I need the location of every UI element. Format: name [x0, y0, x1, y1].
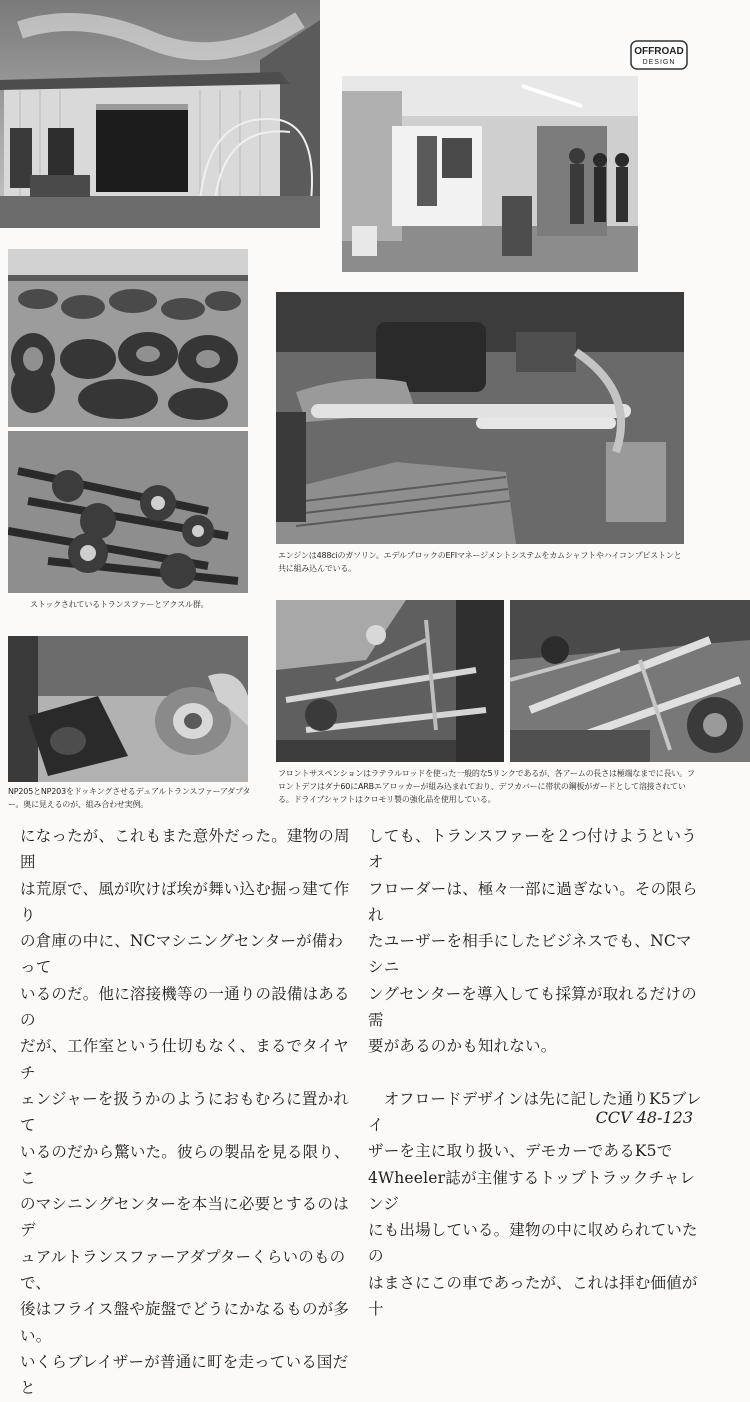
- caption-stock: ストックされているトランスファーとアクスル群。: [30, 600, 209, 609]
- body-column-left: [20, 823, 350, 1402]
- logo-text-design: DESIGN: [642, 59, 676, 66]
- photo-axles: [8, 431, 248, 593]
- photo-engine-bay: [276, 292, 684, 544]
- photo-stocked-parts: [8, 249, 248, 427]
- caption-engine: エンジンは488ciのガソリン。エデルブロックのEFIマネージメントシステムをカムシャフトやハイコンプピストンと共に組み込んでいる。: [278, 551, 682, 573]
- offroad-design-logo: [630, 40, 688, 70]
- body-text-right-p1: しても、トランスファーを２つ付けようというオ フローダーは、極々一部に過ぎない。その限られ たユーザーを相手にしたビジネスでも、NCマシニ ングセンターを導入しても採算が取れるだけの需 要があるのかも知れない。: [368, 827, 698, 1056]
- photo-front-suspension-1: [276, 600, 504, 762]
- photo-adapter: [8, 636, 248, 782]
- caption-suspension: フロントサスペンションはラテラルロッドを使った一般的な5リンクであるが、各アームの長さは極端なまでに長い。フロントデフはダナ60にARBエアロッカーが組み込まれており、デフカバーに帯状の鋼板がガードとして溶接されている。ドライブシャフトはクロモリ製の強化品を使用している。: [278, 769, 695, 804]
- logo-text-offroad: OFFROAD: [634, 46, 684, 57]
- caption-adapter: NP205とNP203をドッキングさせるデュアルトランスファーアダプター。奥に見えるのが、組み合わせ実例。: [8, 787, 251, 809]
- body-text-right-p2: オフロードデザインは先に記した通りK5ブレイ ザーを主に取り扱い、デモカーであるK5で 4Wheeler誌が主催するトップトラックチャレンジ にも出場している。建物の中に収められていたの はまさにこの車であったが、これは拝む価値が十: [368, 1089, 702, 1319]
- body-column-right: [368, 823, 703, 1322]
- photo-front-suspension-2: [510, 600, 750, 762]
- photo-machining-center: [342, 76, 638, 272]
- body-text-left: になったが、これもまた意外だった。建物の周囲 は荒原で、風が吹けば埃が舞い込む掘っ建て作り の倉庫の中に、NCマシニングセンターが備わって いるのだ。他に溶接機等の一通りの設備はあるの だが、工作室という仕切もなく、まるでタイヤチ ェンジャーを扱うかのようにおもむろに置かれて いるのだから驚いた。彼らの製品を見る限り、こ のマシニングセンターを本当に必要とするのはデ ュアルトランスファーアダプターくらいのもので、 後はフライス盤や旋盤でどうにかなるものが多い。 いくらブレイザーが普通に町を走っている国だと: [20, 827, 350, 1398]
- page-folio: CCV 48-123: [595, 1108, 693, 1127]
- photo-building-exterior: [0, 0, 320, 228]
